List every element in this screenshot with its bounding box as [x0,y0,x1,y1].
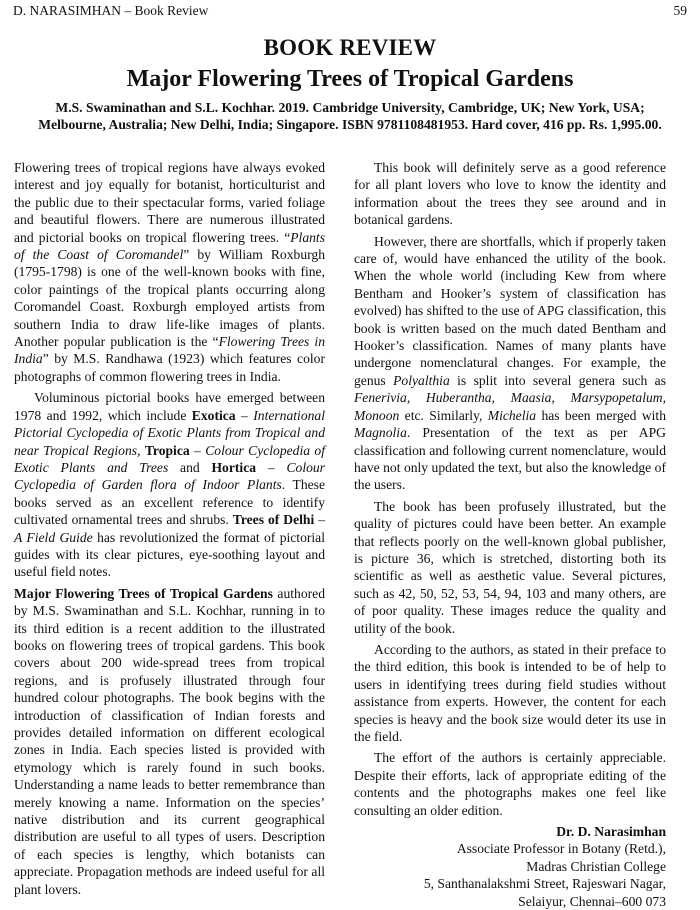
paragraph-conclusion: The effort of the authors is certainly appreciable. Despite their efforts, lack of appropriate editing of the contents and the photographs makes one feel like consulting an older edition. [354,750,666,818]
book-subtitle-tropica: Colour Cyclopedia of Exotic Plants and Trees [14,442,325,475]
genera-list: Fenerivia, Huberantha, Maasia, Marsypopetalum, Monoon [354,390,666,423]
left-column [14,159,325,902]
text-run: , [137,442,145,458]
book-title-exotica: Exotica [191,407,236,423]
text-run: – [189,442,206,458]
book-title-hortica: Hortica [211,459,257,475]
book-title-randhawa: Flowering Trees in India [14,334,325,367]
paragraph-book-summary [14,585,325,898]
text-run: and [168,459,212,475]
paragraph-shortfalls [354,233,666,494]
page-number: 59 [673,3,687,18]
text-run: – [256,459,287,475]
book-citation: M.S. Swaminathan and S.L. Kochhar. 2019. Cambridge University, Cambridge, UK; New York, USA; Melbourne, Australia; New Delhi, India; Singapore. ISBN 9781108481953. Hard cover, 416 pp. Rs. 1,995.00. [38,100,662,132]
paragraph-illustrations: The book has been profusely illustrated, but the quality of pictures could have been better. An example that reflects poorly on the well-known global publisher, is picture 36, which is stretched, distorting both its scientific as well as aesthetic value. Several pictures, such as 42, 50, 52, 53, 54, 94, 103 and many others, are of poor quality. These images reduce the quality and utility of the book. [354,498,666,636]
book-subtitle-hortica: Colour Cyclopedia of Garden flora of Indoor Plants [14,459,325,493]
text-run: . These books served as an excellent reference to identify cultivated ornamental trees and shrubs. [14,477,325,528]
text-run: authored by M.S. Swaminathan and S.L. Kochhar, running in to its third edition is a recent addition to the illustrated books on flowering trees of tropical gardens. This book covers about 200 wide-spread trees from tropical regions, and is profusely illustrated through four hundred colour photographs. The book begins with the introduction of classification of Indian forests and provides detailed information on different ecological zones in India. Each species listed is provided with etymology which is rarely found in such books. Understanding a name leads to better remembrance than merely knowing a name. Information on the species’ native distribution and its current geographical distribution are useful to all types of users. Description of each species is lengthy, which botanists can appreciate. Propagation methods are indeed useful for all plant lovers. [14,585,325,897]
text-run: . Presentation of the text as per APG classification and following current nomenclature, would have not only updated the text, but also the knowledge of the users. [354,425,666,493]
genus-polyalthia: Polyalthia [393,372,450,388]
text-run: has revolutionized the format of pictorial guides with its clear pictures, eye-soothing layout and useful field notes. [14,529,325,580]
text-run: has been merged with [536,407,666,423]
book-title: Major Flowering Trees of Tropical Gardens [126,66,574,92]
paragraph-field-use: According to the authors, as stated in their preface to the third edition, this book is intended to be of help to users in identifying trees during field studies without assistance from experts. However, the content for each species is heavy and the book size would deter its use in the field. [354,641,666,744]
right-column [354,159,666,910]
reviewer-name: Dr. D. Narasimhan [556,824,666,840]
text-run: ” by William Roxburgh (1795-1798) is one of the well-known books with fine, color paintings of the tropical plants occurring along Coromandel Coast. Roxburgh employed artists from southern India to draw life-like images of plants. Another popular publication is the “ [14,247,325,350]
reviewed-book-title: Major Flowering Trees of Tropical Gardens [14,585,273,601]
text-run: – [235,407,254,423]
running-header-author: D. NARASIMHAN – Book Review [13,3,209,18]
text-run: etc. Similarly, [399,407,488,423]
text-run: Flowering trees of tropical regions have always evoked interest and joy equally for botanist, horticulturist and the public due to their spectacular forms, varied foliage and beautiful flowers. There are numerous illustrated and pictorial books on tropical flowering trees. “ [14,160,325,245]
text-run: – [314,512,326,528]
book-title-tropica: Tropica [144,442,190,458]
text-run: is split into several genera such as [449,372,667,388]
genus-michelia: Michelia [487,407,537,423]
reviewer-address-line-2: Selaiyur, Chennai–600 073 [518,893,666,909]
genus-magnolia: Magnolia [354,425,407,441]
reviewer-signature [354,823,666,910]
section-title: BOOK REVIEW [263,35,437,60]
text-run: Voluminous pictorial books have emerged between 1978 and 1992, which include [14,390,325,423]
reviewer-address-line-1: 5, Santhanalakshmi Street, Rajeswari Nagar, [423,876,666,892]
paragraph-intro [14,159,325,385]
text-run: ” by M.S. Randhawa (1923) which features color photographs of common flowering trees in India. [14,351,325,384]
book-subtitle-field-guide: A Field Guide [14,529,93,545]
reviewer-institution: Madras Christian College [526,858,666,874]
book-title-trees-of-delhi: Trees of Delhi [232,512,315,528]
reviewer-position: Associate Professor in Botany (Retd.), [456,841,666,857]
paragraph-reference-value: This book will definitely serve as a good reference for all plant lovers who love to know the identity and information about the trees they see around and in botanical gardens. [354,160,666,228]
running-header [13,3,687,21]
paragraph-pictorial-books [14,389,325,580]
text-run: However, there are shortfalls, which if properly taken care of, would have enhanced the utility of the book. When the whole world (including Kew from where Bentham and Hooker’s system of classification has evolved) has shifted to the use of APG classification, this book is written based on the much dated Bentham and Hooker’s classification. Names of many plants have undergone nomenclatural changes. For example, the genus [354,233,666,388]
book-subtitle-exotica: International Pictorial Cyclopedia of Exotic Plants from Tropical and near Tropical Regions [14,407,325,458]
book-title-roxburgh: Plants of the Coast of Coromandel [14,229,325,263]
